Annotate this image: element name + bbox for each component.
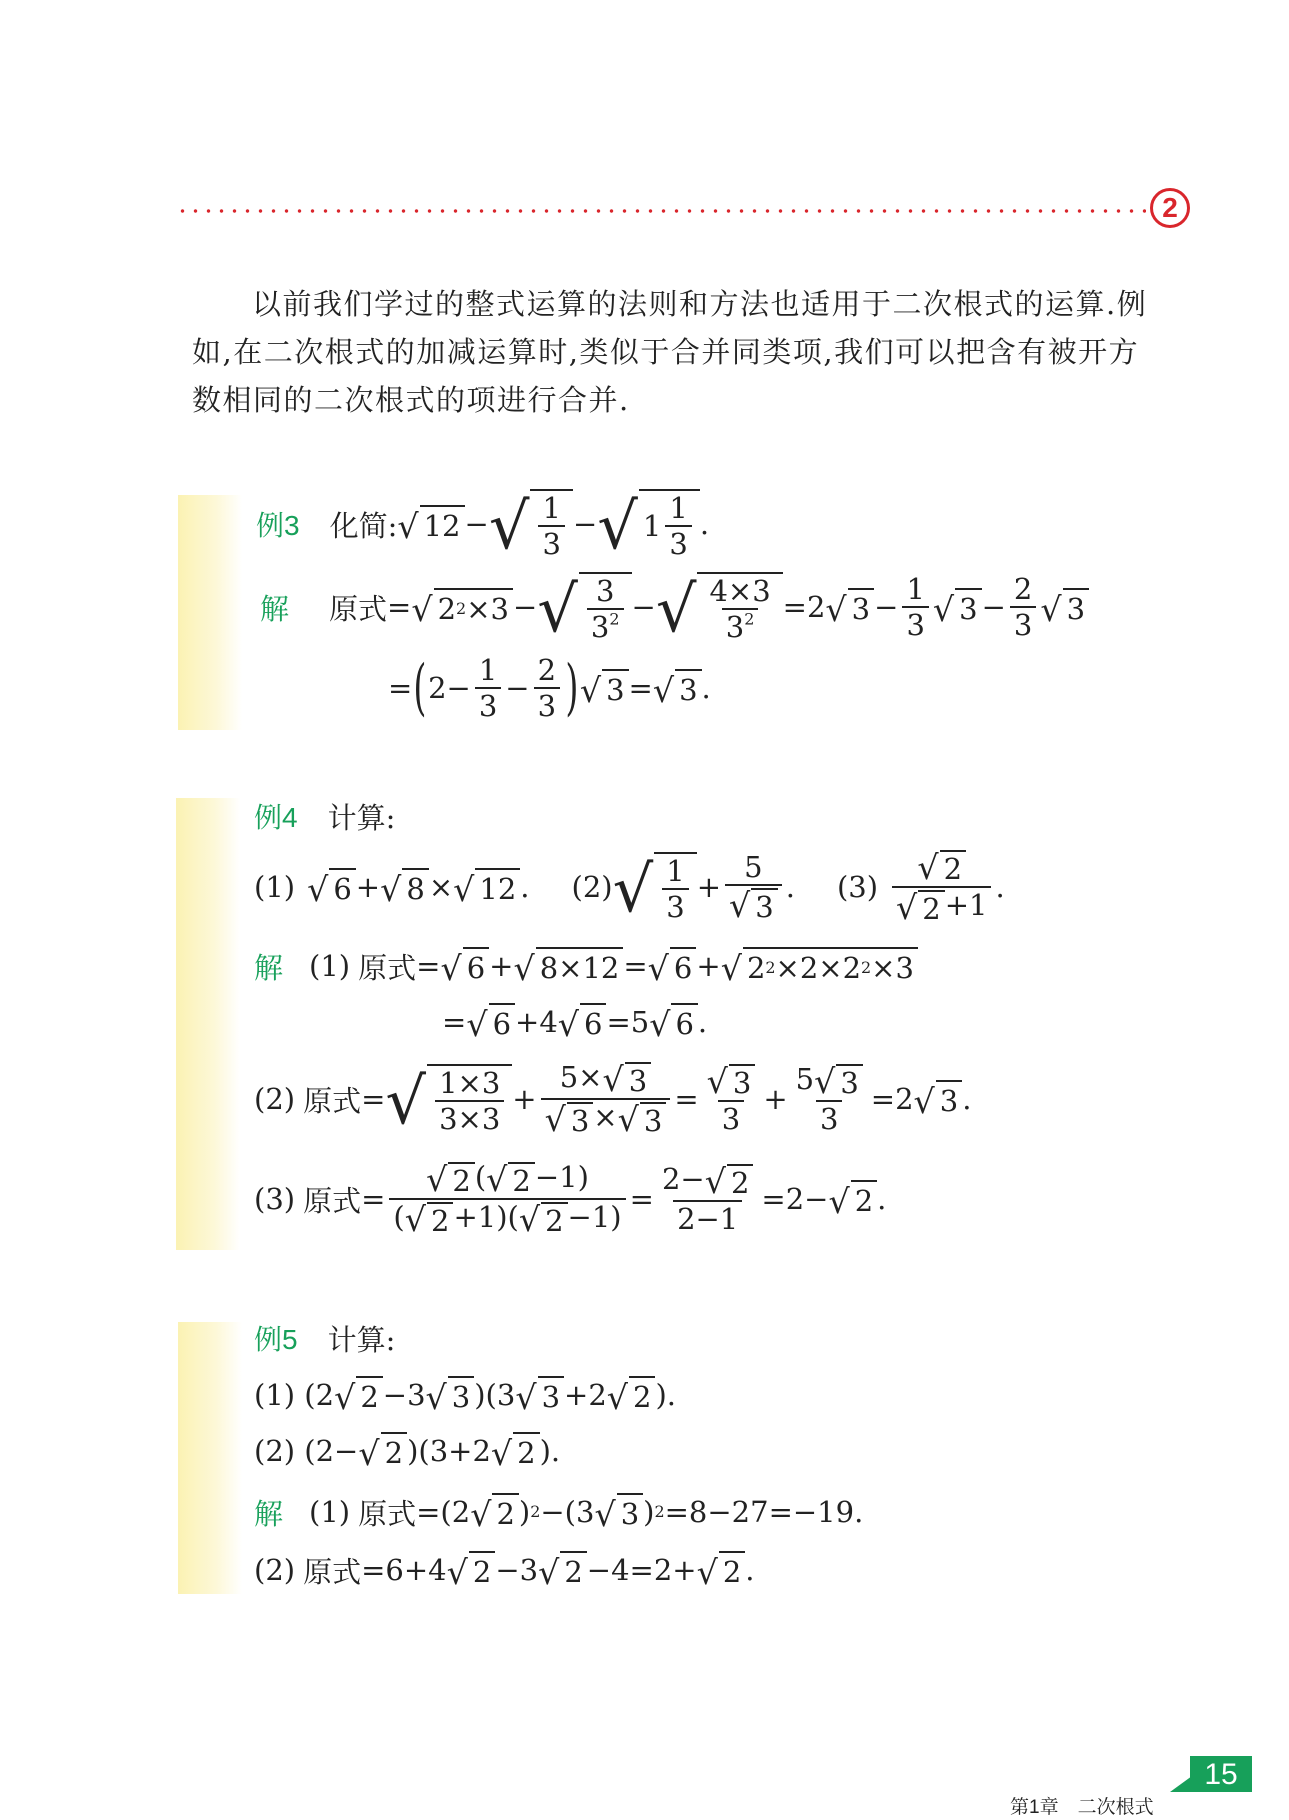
page-number: 15 [1190, 1756, 1252, 1792]
example3-task: 化简: [329, 508, 398, 543]
ex4-part3-label: (3) [836, 870, 879, 904]
ex4-sol3-yuanshi: 原式 [303, 1183, 362, 1218]
example5-subproblem-2: (2) (2− √ 2 )(3+2 √ 2 ). [254, 1433, 561, 1473]
example4-problem [254, 792, 395, 840]
example3-problem: 例3 化简: √ 12 − √ $\frac{1}{3}$ − √ 1 $\frac{1}{3}$ . [256, 489, 710, 564]
example4-solution-2: (2) 原式 = √ $\frac{1\times 3}{3\times 3}$ + 5× √ 3 √ 3 × √ 3 = √ 3 3 + 5 √ 3 3 =2 √ 3 . [254, 1059, 972, 1140]
example4-solution-1-line2: = √ 6 +4 √ 6 =5 √ 6 . [442, 1004, 708, 1044]
example5-subproblem-1: (1) (2 √ 2 −3 √ 3 )(3 √ 3 +2 √ 2 ). [254, 1377, 677, 1417]
ex4-sol1-yuanshi: 原式 [358, 950, 417, 985]
header-dotted-rule [176, 208, 1146, 214]
example3-solution-line1: 解 原式 = √ 2 2 ×3 − √ $\frac{3}{3^2}$ − √ $\frac{4\times 3}{3^2}$ =2 √ 3 − $\frac{1}{3}$ √ 3 − $\frac{2}{3}$ √ 3 [260, 572, 1089, 642]
example4-solution-3: (3) 原式 = √ 2 ( √ 2 −1) ( √ 2 +1)( √ 2 −1) = 2− √ 2 2−1 =2− √ 2 . [254, 1159, 887, 1240]
ex4-sol1-label: (1) [309, 949, 351, 983]
example3-sidebar [178, 495, 242, 730]
ex4-part2-label: (2) [571, 870, 613, 904]
example5-sidebar [178, 1322, 242, 1594]
example4-label: 例4 [254, 802, 298, 833]
example3-yuanshi: 原式 [329, 591, 388, 626]
ex4-sol3-label: (3) [254, 1182, 296, 1216]
intro-paragraph [192, 280, 1202, 424]
intro-line-1: 以前我们学过的整式运算的法则和方法也适用于二次根式的运算.例 [252, 287, 1148, 321]
example4-solution-label: 解 [254, 950, 284, 985]
example4-subproblems: (1) √ 6 + √ 8 × √ 12 . (2) √ $\frac{1}{3}$ + 5 √ 3 . (3) √ 2 √ 2 +1 . [254, 847, 1005, 928]
example4-solution-1-line1: 解 (1) 原式 = √ 6 + √ 8×12 = √ 6 + √ 2 2 ×2×2 2 ×3 [254, 940, 918, 992]
example3-solution-label: 解 [260, 591, 290, 626]
example3-solution-line2: = ( 2− $\frac{1}{3}$ − $\frac{2}{3}$ ) √ 3 = √ 3 . [388, 651, 711, 723]
ex4-sol2-yuanshi: 原式 [303, 1083, 362, 1118]
section-number-badge: 2 [1150, 188, 1190, 228]
example3-label: 例3 [256, 510, 300, 541]
example5-problem [254, 1314, 395, 1362]
example5-solution-label: 解 [254, 1496, 284, 1531]
example4-task: 计算: [327, 800, 396, 835]
ex5-sol2-yuanshi: 原式 [303, 1554, 362, 1589]
intro-line-2: 如,在二次根式的加减运算时,类似于合并同类项,我们可以把含有被开方 [192, 335, 1140, 369]
footer-chapter-title: 第1章 二次根式 [1010, 1797, 1154, 1818]
ex4-part1-label: (1) [254, 870, 296, 904]
footer-tab-wedge [1170, 1776, 1192, 1792]
example5-solution-1: 解 (1) 原式 =(2 √ 2 ) 2 −(3 √ 3 ) 2 =8−27=−19. [254, 1486, 863, 1538]
example5-label: 例5 [254, 1324, 298, 1355]
example5-solution-2: (2) 原式 =6+4 √ 2 −3 √ 2 −4=2+ √ 2 . [254, 1544, 755, 1596]
example5-task: 计算: [327, 1322, 396, 1357]
intro-line-3: 数相同的二次根式的项进行合并. [192, 383, 630, 417]
example4-sidebar [176, 798, 240, 1250]
ex4-sol2-label: (2) [254, 1082, 296, 1116]
ex5-sol1-yuanshi: 原式 [358, 1496, 417, 1531]
